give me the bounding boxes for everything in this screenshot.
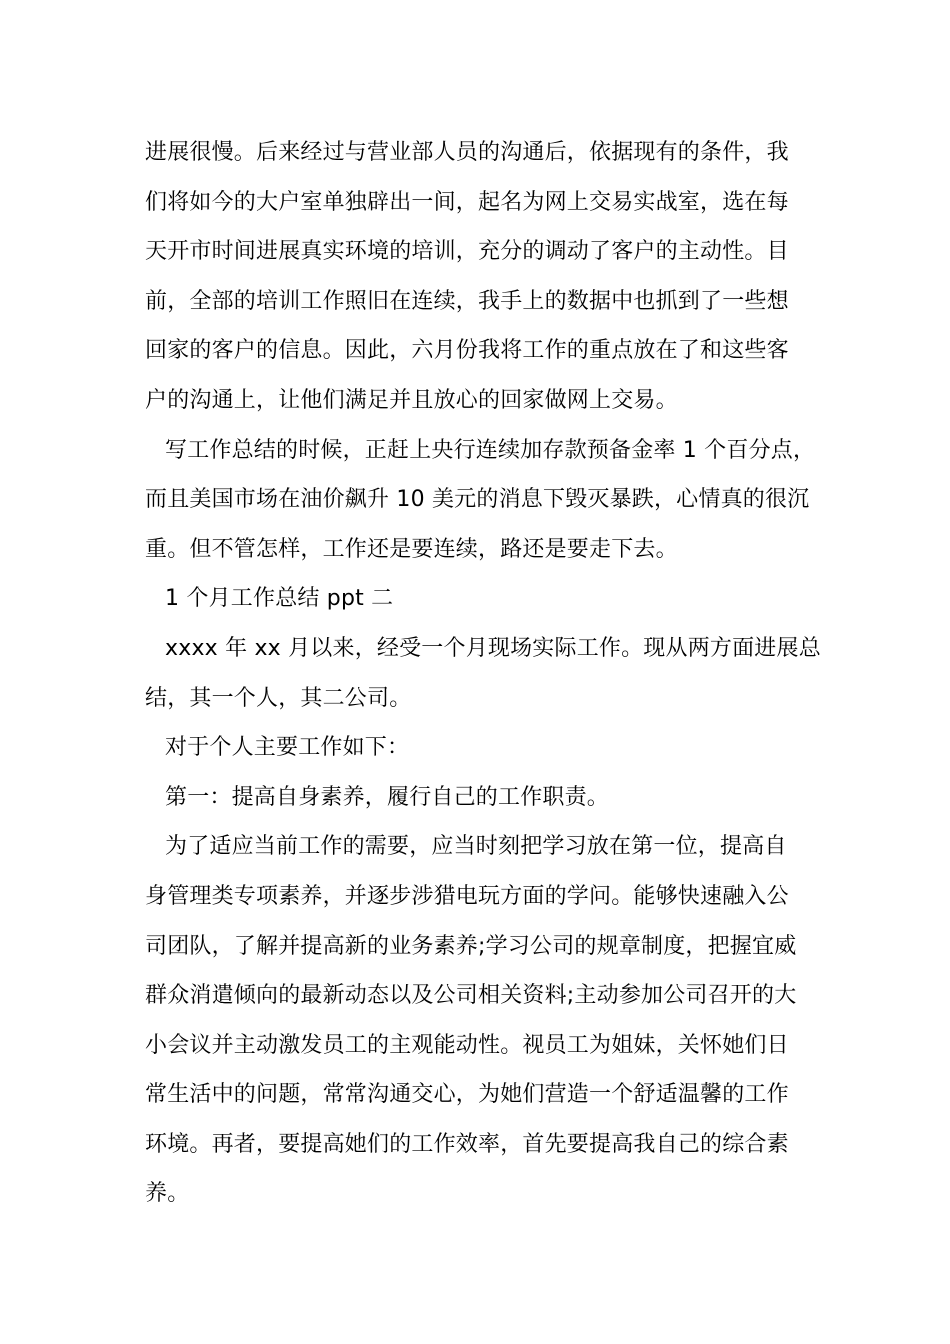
document-body [145,128,825,1219]
paragraph-start-line: 写工作总结的时候，正赶上央行连续加存款预备金率 1 个百分点， [165,437,816,463]
text-line: 结，其一个人，其二公司。 [145,685,412,711]
text-line: 环境。再者，要提高她们的工作效率，首先要提高我自己的综合素 [145,1131,789,1157]
text-line: 小会议并主动激发员工的主观能动性。视员工为姐妹，关怀她们日 [145,1032,789,1058]
text-line: 前，全部的培训工作照旧在连续，我手上的数据中也抓到了一些想 [145,288,789,314]
text-line: 们将如今的大户室单独辟出一间，起名为网上交易实战室，选在每 [145,189,789,215]
subheading-line: 第一：提高自身素养，履行自己的工作职责。 [165,784,610,810]
text-line: 进展很慢。后来经过与营业部人员的沟通后，依据现有的条件，我 [145,140,789,165]
paragraph-start-line: 为了适应当前工作的需要，应当时刻把学习放在第一位，提高自 [165,834,787,860]
section-heading: 1 个月工作总结 ppt 二 [165,586,394,612]
paragraph-start-line: 对于个人主要工作如下： [165,735,410,761]
text-line: 天开市时间进展真实环境的培训，充分的调动了客户的主动性。目 [145,239,789,265]
text-line: 重。但不管怎样，工作还是要连续，路还是要走下去。 [145,536,678,562]
text-line: 身管理类专项素养，并逐步涉猎电玩方面的学问。能够快速融入公 [145,883,789,909]
text-line: 养。 [145,1181,190,1207]
text-line: 而且美国市场在油价飙升 10 美元的消息下毁灭暴跌，心情真的很沉 [145,487,810,513]
text-line: 群众消遣倾向的最新动态以及公司相关资料;主动参加公司召开的大 [145,983,797,1009]
text-line: 司团队，了解并提高新的业务素养;学习公司的规章制度，把握宜威 [145,933,797,959]
text-line: 户的沟通上，让他们满足并且放心的回家做网上交易。 [145,387,678,413]
paragraph-start-line: xxxx 年 xx 月以来，经受一个月现场实际工作。现从两方面进展总 [165,635,821,661]
text-line: 回家的客户的信息。因此，六月份我将工作的重点放在了和这些客 [145,338,789,364]
text-line: 常生活中的问题，常常沟通交心，为她们营造一个舒适温馨的工作 [145,1082,789,1108]
